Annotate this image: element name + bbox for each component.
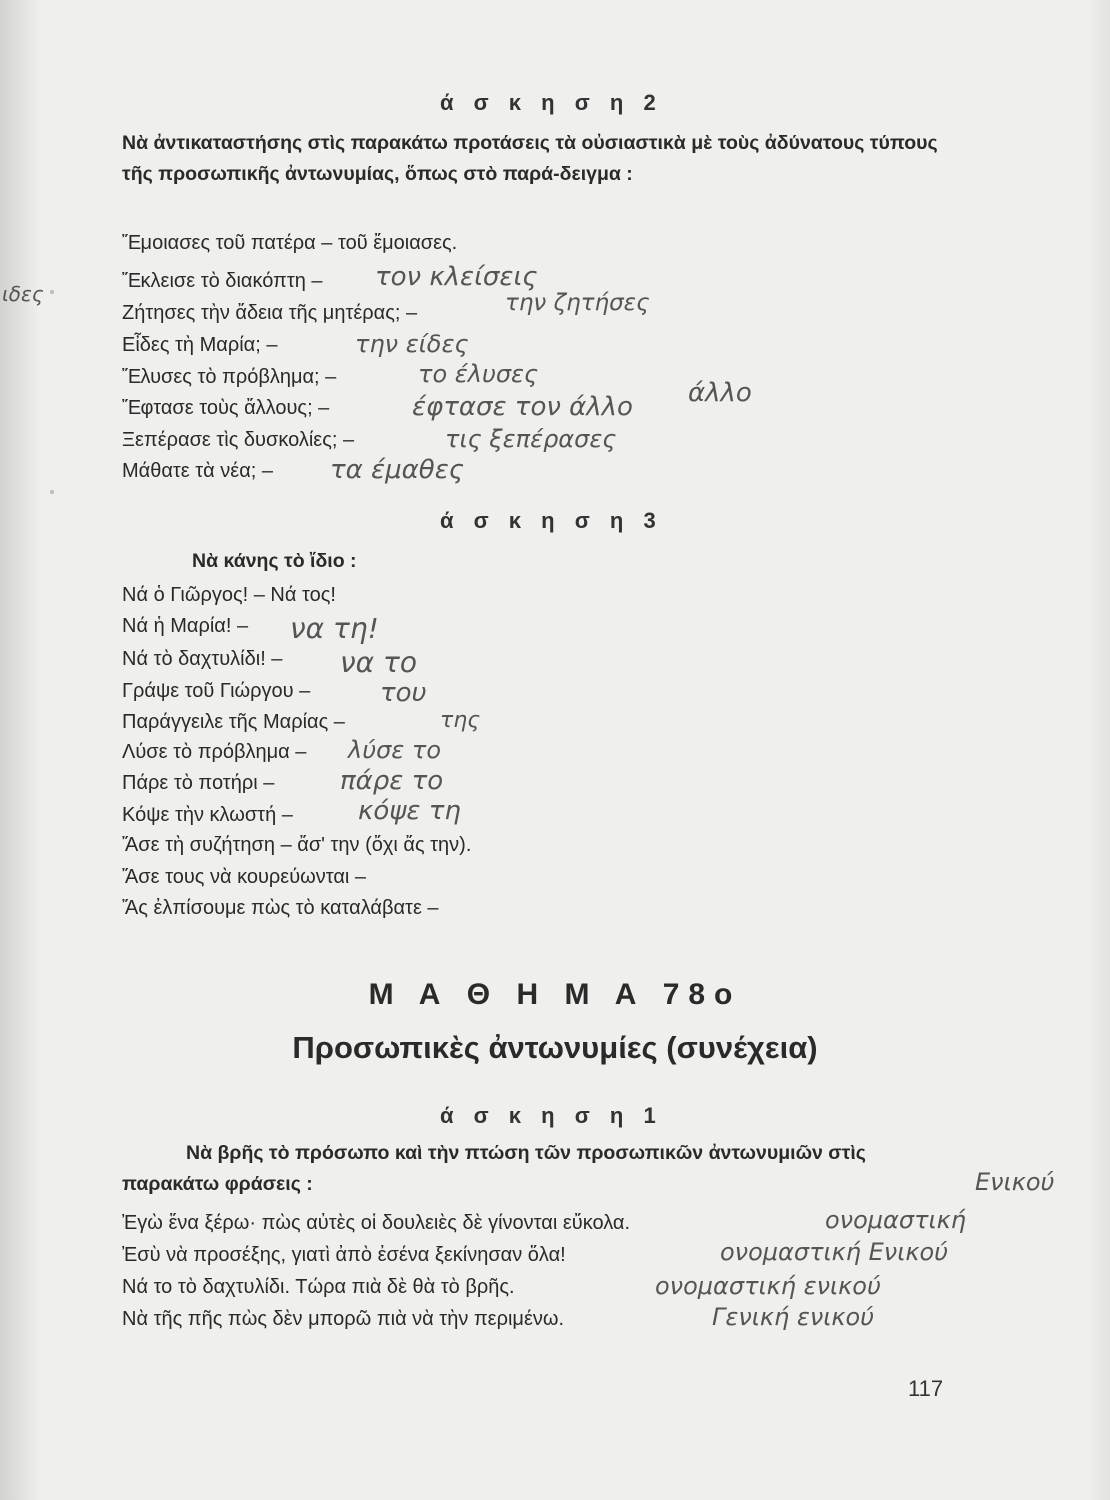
lesson-title: Μ Α Θ Η Μ Α 78ο [368,978,742,1011]
handwritten-answer: λύσε το [348,736,442,764]
handwritten-answer: του [380,678,427,708]
ex3-line: Νά τὸ δαχτυλίδι! – [122,648,283,670]
handwritten-answer: έφτασε τον άλλο [412,392,633,422]
handwritten-answer: τον κλείσεις [375,262,538,292]
handwritten-answer: να το [340,646,417,679]
margin-dot [50,290,54,294]
ex2-line: Εἶδες τὴ Μαρία; – [122,334,278,356]
exercise-3-instruction: Νὰ κάνης τὸ ἴδιο : [192,550,357,572]
ex3-line: Γράψε τοῦ Γιώργου – [122,680,311,702]
ex3-line: Ἄσε τὴ συζήτηση – ἄσ' την (ὄχι ἄς την). [122,834,472,856]
handwritten-answer: την ζητήσες [505,290,650,316]
handwritten-answer: άλλο [688,378,752,408]
ex3-line: Νά ἡ Μαρία! – [122,615,249,637]
handwritten-answer: τα έμαθες [330,455,465,485]
handwritten-answer: Γενική ενικού [712,1303,875,1331]
ex3-line: Νά ὁ Γιῶργος! – Νά τος! [122,584,336,606]
lesson-subtitle: Προσωπικὲς ἀντωνυμίες (συνέχεια) [292,1030,818,1065]
exercise-2-title: ά σ κ η σ η 2 [440,90,663,115]
ex3-line: Κόψε τὴν κλωστή – [122,804,293,826]
exercise-2-instruction: Νὰ ἀντικαταστήσης στὶς παρακάτω προτάσεις τὰ οὐσιαστικὰ μὲ τοὺς ἀδύνατους τύπους τῆς προσωπικῆς ἀντωνυμίας, ὅπως στὸ παρά-δειγμα : [122,132,938,185]
handwritten-answer: ονομαστική Ενικού [720,1238,949,1266]
ex2-line: Ἔλυσες τὸ πρόβλημα; – [122,366,337,388]
ex1-line: Ἐγὼ ἕνα ξέρω· πὼς αὐτὲς οἱ δουλειὲς δὲ γίνονται εὔκολα. [122,1212,631,1234]
ex3-line: Ἄς ἐλπίσουμε πὼς τὸ καταλάβατε – [122,897,439,919]
ex1-line: Ἐσὺ νὰ προσέξης, γιατὶ ἀπὸ ἐσένα ξεκίνησαν ὅλα! [122,1244,566,1266]
ex2-line: Ἔκλεισε τὸ διακόπτη – [122,270,323,292]
ex1-line: Νά το τὸ δαχτυλίδι. Τώρα πιὰ δὲ θὰ τὸ βρῆς. [122,1276,515,1298]
exercise-1-instruction: Νὰ βρῆς τὸ πρόσωπο καὶ τὴν πτώση τῶν προσωπικῶν ἀντωνυμιῶν στὶς παρακάτω φράσεις : [122,1142,866,1195]
ex3-line: Πάρε τὸ ποτήρι – [122,772,275,794]
handwritten-answer: της [440,708,481,733]
margin-dot [50,490,54,494]
handwritten-margin-note: ιδες [2,282,44,306]
handwritten-answer: ονομαστική ενικού [655,1272,881,1300]
ex2-line: Ἔφτασε τοὺς ἄλλους; – [122,397,330,419]
ex2-line: Ξεπέρασε τὶς δυσκολίες; – [122,429,355,451]
exercise-3-title: ά σ κ η σ η 3 [440,508,663,533]
ex3-line: Ἄσε τους νὰ κουρεύωνται – [122,866,367,888]
ex2-line: Ἔμοιασες τοῦ πατέρα – τοῦ ἔμοιασες. [122,232,458,254]
handwritten-answer: το έλυσες [418,360,539,388]
handwritten-answer: ονομαστική [825,1206,966,1234]
ex2-line: Μάθατε τὰ νέα; – [122,460,274,482]
ex3-line: Παράγγειλε τῆς Μαρίας – [122,711,345,733]
ex1-line: Νὰ τῆς πῆς πὼς δὲν μπορῶ πιὰ νὰ τὴν περιμένω. [122,1308,565,1330]
handwritten-answer: κόψε τη [358,796,461,826]
page-number: 117 [908,1376,944,1401]
ex2-line: Ζήτησες τὴν ἄδεια τῆς μητέρας; – [122,302,418,324]
handwritten-answer: Ενικού [975,1168,1055,1196]
handwritten-answer: πάρε το [340,766,444,796]
page-edge-shadow [1088,0,1110,1500]
handwritten-answer: τις ξεπέρασες [445,425,617,453]
handwritten-answer: την είδες [355,330,469,358]
exercise-1-title: ά σ κ η σ η 1 [440,1103,663,1128]
handwritten-answer: να τη! [290,612,379,645]
ex3-line: Λύσε τὸ πρόβλημα – [122,741,307,763]
book-spine-shadow [0,0,40,1500]
